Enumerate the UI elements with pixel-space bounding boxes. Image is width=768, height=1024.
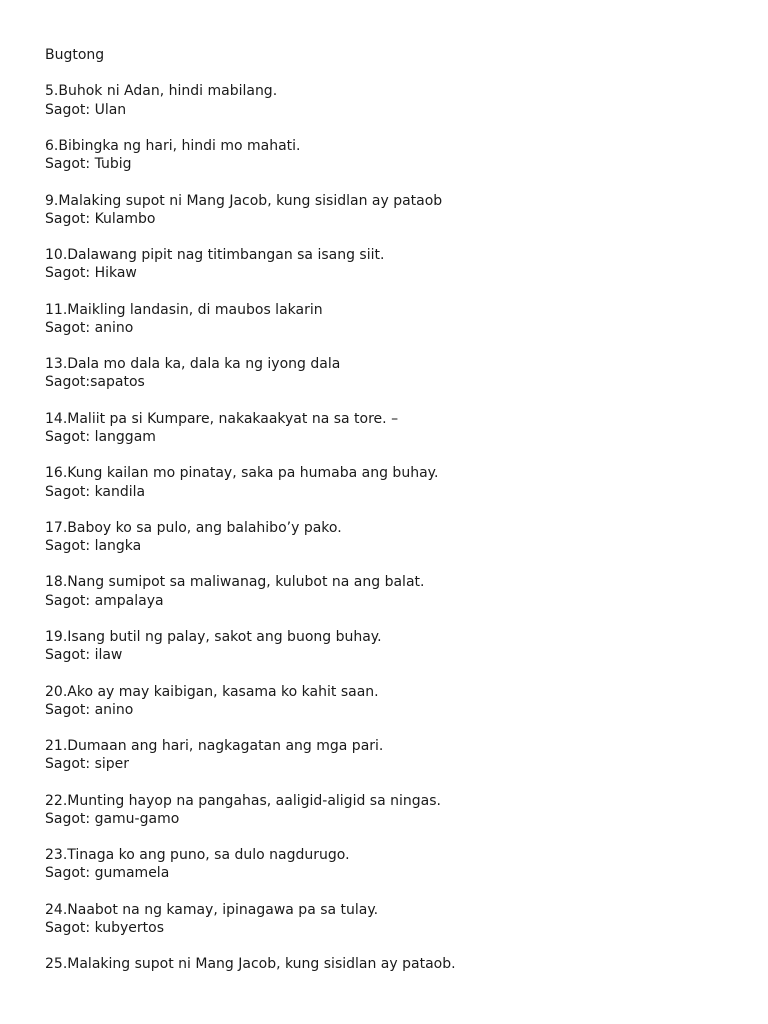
riddle-text: 17.Baboy ko sa pulo, ang balahibo’y pako. [45,519,342,536]
riddle-answer: Sagot: Ulan [45,101,127,118]
riddle-text: 25.Malaking supot ni Mang Jacob, kung sisidlan ay pataob. [45,956,456,973]
riddle-answer: Sagot: kubyertos [45,920,165,936]
riddle-answer: Sagot: siper [45,756,130,773]
riddle-answer: Sagot:sapatos [45,374,145,391]
riddle-text: 9.Malaking supot ni Mang Jacob, kung sisidlan ay pataob [45,192,443,209]
riddle-text: 13.Dala mo dala ka, dala ka ng iyong dala [45,356,341,373]
riddle-answer: Sagot: ilaw [45,647,123,664]
riddle-text: 10.Dalawang pipit nag titimbangan sa isang siit. [45,247,385,264]
riddle-entry [45,410,745,446]
riddle-text: 16.Kung kailan mo pinatay, saka pa humaba ang buhay. [45,465,439,482]
riddle-answer: Sagot: gumamela [45,865,170,882]
riddle-entry [45,737,745,773]
riddle-entry [45,246,745,282]
riddle-entry [45,301,745,337]
riddle-answer: Sagot: Hikaw [45,265,137,282]
riddle-answer: Sagot: gamu-gamo [45,810,180,827]
riddle-entry [45,628,745,664]
riddle-text: 20.Ako ay may kaibigan, kasama ko kahit saan. [45,683,379,700]
riddle-text: 11.Maikling landasin, di maubos lakarin [45,301,323,318]
riddle-entry [45,955,745,973]
riddle-answer: Sagot: anino [45,701,134,718]
riddle-entry [45,192,745,228]
riddle-answer: Sagot: Kulambo [45,210,156,227]
riddle-text: 5.Buhok ni Adan, hindi mabilang. [45,83,278,100]
riddle-text: 23.Tinaga ko ang puno, sa dulo nagdurugo. [45,847,350,864]
riddle-entry [45,792,745,828]
riddle-text: 22.Munting hayop na pangahas, aaligid-aligid sa ningas. [45,792,441,809]
riddle-text: 18.Nang sumipot sa maliwanag, kulubot na ang balat. [45,574,425,591]
riddle-entry [45,519,745,555]
riddle-text: 14.Maliit pa si Kumpare, nakakaakyat na sa tore. – [45,410,399,427]
riddle-text: 19.Isang butil ng palay, sakot ang buong buhay. [45,629,382,645]
riddle-entry [45,901,745,937]
riddle-text: 24.Naabot na ng kamay, ipinagawa pa sa tulay. [45,901,379,918]
riddle-entry [45,82,745,118]
riddle-list [45,82,745,973]
riddle-entry [45,355,745,391]
riddle-text: 6.Bibingka ng hari, hindi mo mahati. [45,137,301,154]
riddle-entry [45,464,745,500]
riddle-answer: Sagot: ampalaya [45,592,164,609]
riddle-entry [45,846,745,882]
riddle-entry [45,573,745,609]
riddle-text: 21.Dumaan ang hari, nagkagatan ang mga pari. [45,738,384,755]
riddle-answer: Sagot: langka [45,538,142,555]
riddle-answer: Sagot: anino [45,319,134,336]
riddle-entry [45,683,745,719]
document-title: Bugtong [45,47,105,63]
riddle-answer: Sagot: kandila [45,483,146,500]
riddle-answer: Sagot: Tubig [45,156,132,173]
document-page [45,46,745,992]
riddle-entry [45,137,745,173]
riddle-answer: Sagot: langgam [45,428,156,445]
